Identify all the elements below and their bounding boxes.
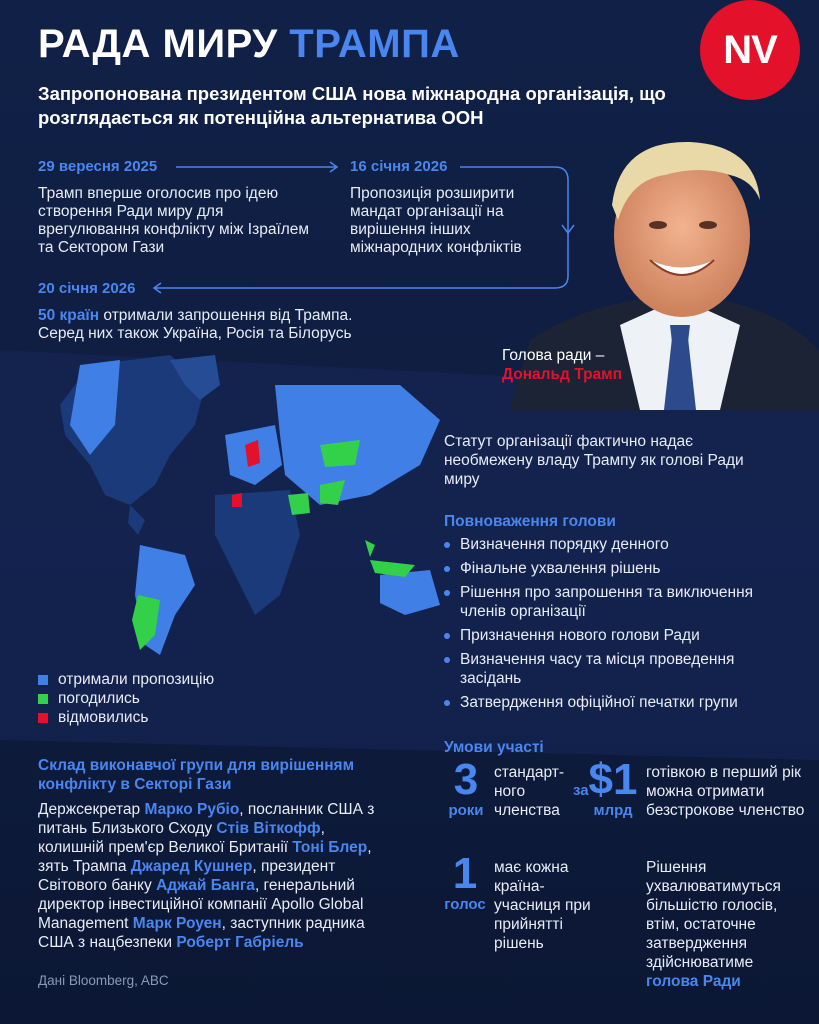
condition-years-text: стандарт-ного членства bbox=[494, 764, 565, 819]
map-central-america bbox=[128, 505, 145, 535]
legend-swatch-green bbox=[38, 694, 48, 704]
timeline-date-3: 20 січня 2026 bbox=[38, 280, 136, 297]
person-gabriel: Роберт Габріель bbox=[176, 934, 304, 951]
map-vietnam bbox=[365, 540, 375, 557]
map-australia bbox=[380, 570, 440, 615]
timeline-text-3-rest: отримали запрошення від Трампа. Серед них також Україна, Росія та Білорусь bbox=[38, 307, 353, 342]
legend-item-agreed: погодились bbox=[38, 689, 214, 708]
source-note: Дані Bloomberg, ABC bbox=[38, 973, 169, 988]
person-rubio: Марко Рубіо bbox=[144, 801, 240, 818]
map-legend bbox=[38, 670, 214, 727]
power-item: Затвердження офіційної печатки групи bbox=[444, 693, 789, 712]
condition-price-prefix: за bbox=[573, 782, 589, 799]
map-france bbox=[232, 493, 242, 507]
exec-group-text: Держсекретар Марко Рубіо, посланник США з питань Близького Сходу Стів Віткофф, колишній прем'єр Великої Британії Тоні Блер, зять Трампа Джаред Кушнер, президент Світового банку Аджай Банга, генеральний директор інвестиційної компанії Apollo Global Management Марк Роуен, заступник радника США з нацбезпеки Роберт Габріель bbox=[38, 801, 375, 951]
power-item: Фінальне ухвалення рішень bbox=[444, 559, 789, 578]
chairman-label: Голова ради – bbox=[502, 347, 605, 364]
condition-years: 3 роки bbox=[448, 755, 484, 819]
exec-group-heading: Склад виконавчої групи для вирішенням конфлікту в Секторі Гази bbox=[38, 757, 355, 793]
nv-logo: NV bbox=[700, 0, 800, 100]
condition-vote: 1 голос bbox=[444, 849, 486, 913]
legend-item-refused: відмовились bbox=[38, 708, 214, 727]
map-africa bbox=[215, 490, 300, 615]
timeline-date-1: 29 вересня 2025 bbox=[38, 158, 158, 175]
person-witkoff: Стів Віткофф bbox=[216, 820, 321, 837]
chairman-name: Дональд Трамп bbox=[502, 366, 622, 383]
timeline-text-2: Пропозиція розширити мандат організації на вирішення інших міжнародних конфліктів bbox=[350, 185, 522, 256]
legend-item-received: отримали пропозицію bbox=[38, 670, 214, 689]
condition-price-text: готівкою в перший рік можна отримати безстрокове членство bbox=[646, 764, 805, 819]
powers-heading: Повноваження голови bbox=[444, 513, 616, 530]
powers-list bbox=[444, 535, 789, 717]
world-map bbox=[20, 345, 460, 665]
condition-vote-text: має кожна країна-учасниця при прийнятті рішень bbox=[494, 859, 591, 952]
power-item: Визначення часу та місця проведення засідань bbox=[444, 650, 789, 688]
person-kushner: Джаред Кушнер bbox=[130, 858, 253, 875]
condition-decisions-text: Рішення ухвалюватимуться більшістю голосів, втім, остаточне затвердження здійснюватиме голова Ради bbox=[646, 859, 781, 990]
power-item: Призначення нового голови Ради bbox=[444, 626, 789, 645]
person-blair: Тоні Блер bbox=[292, 839, 368, 856]
title-part-2: ТРАМПА bbox=[289, 22, 460, 66]
subtitle: Запропонована президентом США нова міжнародна організація, що розглядається як потенційна альтернатива ООН bbox=[38, 83, 666, 128]
statute-text: Статут організації фактично надає необмежену владу Трампу як голові Ради миру bbox=[444, 433, 744, 488]
timeline-date-2: 16 січня 2026 bbox=[350, 158, 448, 175]
person-banga: Аджай Банга bbox=[156, 877, 255, 894]
power-item: Визначення порядку денного bbox=[444, 535, 789, 554]
person-rowan: Марк Роуен bbox=[132, 915, 222, 932]
countries-count: 50 країн bbox=[38, 307, 100, 324]
chairman-highlight: голова Ради bbox=[646, 973, 741, 990]
conditions-heading: Умови участі bbox=[444, 739, 544, 756]
power-item: Рішення про запрошення та виключення членів організації bbox=[444, 583, 789, 621]
legend-swatch-red bbox=[38, 713, 48, 723]
condition-price: $1 млрд bbox=[588, 755, 638, 819]
legend-swatch-blue bbox=[38, 675, 48, 685]
title-part-1: РАДА МИРУ bbox=[38, 22, 278, 66]
timeline-text-1: Трамп вперше оголосив про ідею створення Ради миру для врегулювання конфлікту між Ізраїлем та Сектором Гази bbox=[38, 185, 310, 256]
